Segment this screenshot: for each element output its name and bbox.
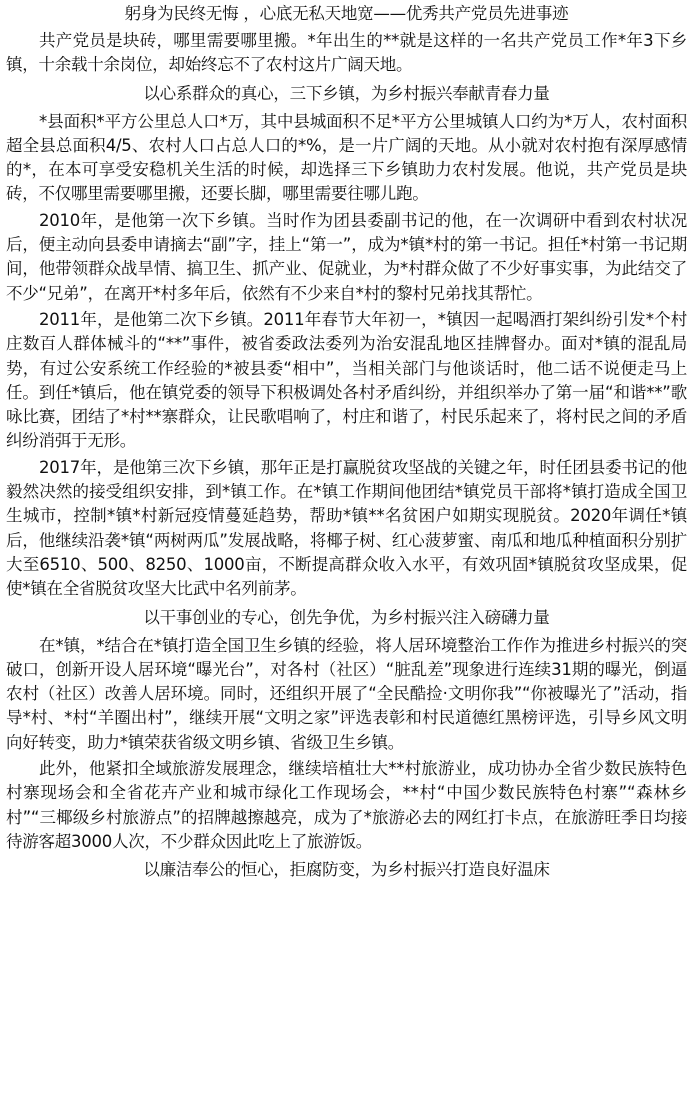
section-1-paragraph-2: 2010年，是他第一次下乡镇。当时作为团县委副书记的他，在一次调研中看到农村状况后，便主动向县委申请摘去“副”字，挂上“第一”，成为*镇*村的第一书记。担任*村第一书记期间，他带领群众战旱情、搞卫生、抓产业、促就业，为*村群众做了不少好事实事，为此结交了不少“兄弟”，在离开*村多年后，依然有不少来自*村的黎村兄弟找其帮忙。: [6, 210, 687, 303]
section-1-paragraph-4: 2017年，是他第三次下乡镇，那年正是打赢脱贫攻坚战的关键之年，时任团县委书记的他毅然决然的接受组织安排，到*镇工作。在*镇工作期间他团结*镇党员干部将*镇打造成全国卫生城市，控制*镇*村新冠疫情蔓延趋势，帮助*镇**名贫困户如期实现脱贫。2020年调任*镇后，他继续沿袭*镇“两树两瓜”发展战略，将椰子树、红心菠萝蜜、南瓜和地瓜种植面积分别扩大至6510、500、8250、1000亩，不断提高群众收入水平，有效巩固*镇脱贫攻坚成果，促使*镇在全省脱贫攻坚大比武中名列前茅。: [6, 457, 687, 599]
section-heading-1: 以心系群众的真心，三下乡镇，为乡村振兴奉献青春力量: [143, 83, 550, 103]
intro-paragraph: 共产党员是块砖，哪里需要哪里搬。*年出生的**就是这样的一名共产党员工作*年3下乡镇，十余载十余岗位，却始终忘不了农村这片广阔天地。: [6, 31, 687, 75]
document-title: 躬身为民终无悔 ，心底无私天地宽——优秀共产党员先进事迹: [124, 4, 569, 23]
section-1-paragraph-3: 2011年，是他第二次下乡镇。2011年春节大年初一，*镇因一起喝酒打架纠纷引发*个村庄数百人群体械斗的“**”事件，被省委政法委列为治安混乱地区挂牌督办。面对*镇的混乱局势，有过公安系统工作经验的*被县委“相中”，当相关部门与他谈话时，他二话不说便走马上任。到任*镇后，他在镇党委的领导下积极调处各村矛盾纠纷，并组织举办了第一届“和谐**”歌咏比赛，团结了*村**寨群众，让民歌唱响了，村庄和谐了，村民乐起来了，将村民之间的矛盾纠纷消弭于无形。: [6, 309, 687, 451]
section-heading-3: 以廉洁奉公的恒心，拒腐防变，为乡村振兴打造良好温床: [143, 860, 550, 880]
section-heading-2: 以干事创业的专心，创先争优，为乡村振兴注入磅礴力量: [143, 607, 550, 627]
section-2-paragraph-2: 此外，他紧扣全域旅游发展理念，继续培植壮大**村旅游业，成功协办全省少数民族特色村寨现场会和全省花卉产业和城市绿化工作现场会，**村“中国少数民族特色村寨”“森林乡村”“三椰级乡村旅游点”的招牌越擦越亮，成为了*旅游必去的网红打卡点，在旅游旺季日均接待游客超3000人次，不少群众因此吃上了旅游饭。: [6, 759, 687, 851]
section-2-paragraph-1: 在*镇，*结合在*镇打造全国卫生乡镇的经验，将人居环境整治工作作为推进乡村振兴的突破口，创新开设人居环境“曝光台”，对各村（社区）“脏乱差”现象进行连续31期的曝光，倒逼农村（社区）改善人居环境。同时，还组织开展了“全民酷捡·文明你我”“你被曝光了”活动，指导*村、*村“羊圈出村”，继续开展“文明之家”评选表彰和村民道德红黑榜评选，引导乡风文明向好转变，助力*镇荣获省级文明乡镇、省级卫生乡镇。: [6, 635, 687, 752]
section-1-paragraph-1: *县面积*平方公里总人口*万，其中县城面积不足*平方公里城镇人口约为*万人，农村面积超全县总面积4/5、农村人口占总人口的*%，是一片广阔的天地。从小就对农村抱有深厚感情的*，在本可享受安稳机关生活的时候，却选择三下乡镇助力农村发展。他说，共产党员是块砖，不仅哪里需要哪里搬，还要长脚，哪里需要往哪儿跑。: [6, 111, 687, 204]
